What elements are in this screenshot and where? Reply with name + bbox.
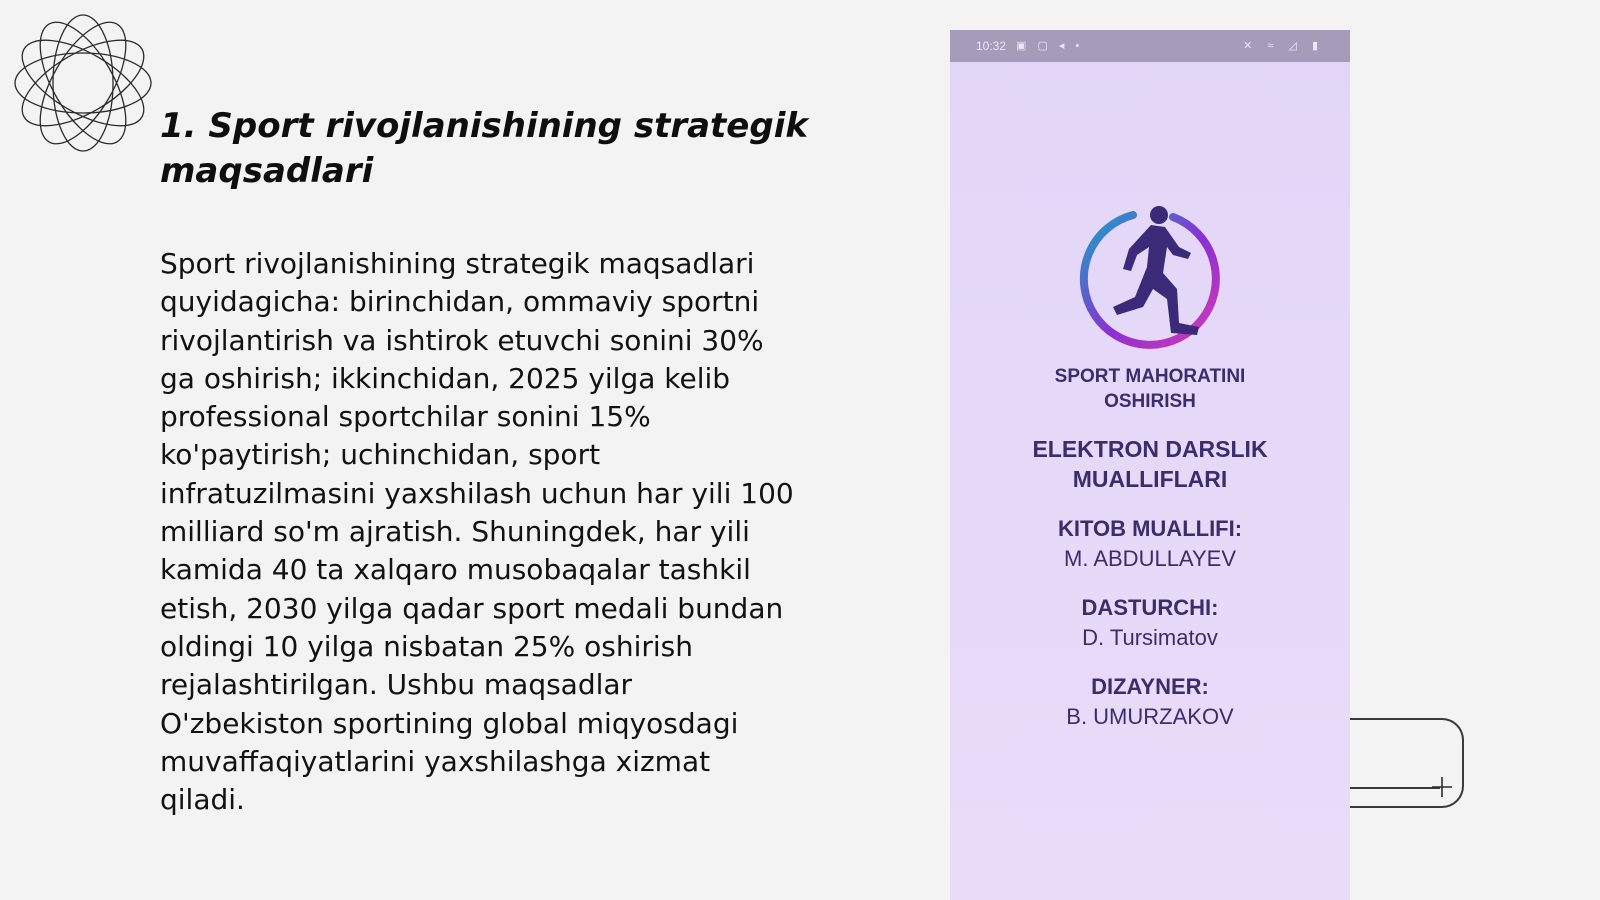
heading-line: ELEKTRON DARSLIK [1032, 436, 1268, 462]
body-line: O'zbekiston sportining global miqyosdagi [160, 706, 739, 740]
slide-body-text [160, 245, 850, 819]
status-time: 10:32 [976, 39, 1007, 53]
credit-designer [950, 672, 1350, 732]
authors-heading [950, 434, 1350, 494]
body-line: qiladi. [160, 783, 245, 817]
credit-value: D. Tursimatov [1082, 625, 1218, 650]
slide-title-line: 1. Sport rivojlanishining strategik [160, 106, 808, 146]
credit-value: B. UMURZAKOV [1066, 704, 1234, 729]
credit-label: DASTURCHI: [1081, 595, 1219, 620]
body-line: professional sportchilar sonini 15% [160, 400, 651, 434]
body-line: ga oshirish; ikkinchidan, 2025 yilga kelib [160, 361, 731, 395]
body-line: oldingi 10 yilga nisbatan 25% oshirish [160, 629, 693, 663]
slide-title [160, 104, 880, 194]
phone-status-bar [950, 30, 1350, 62]
slide-title-line: maqsadlari [160, 151, 374, 191]
brand-line: SPORT MAHORATINI [1054, 366, 1246, 387]
credit-programmer [950, 593, 1350, 653]
credit-label: DIZAYNER: [1091, 674, 1209, 699]
body-line: ko'paytirish; uchinchidan, sport [160, 438, 601, 472]
body-line: kamida 40 ta xalqaro musobaqalar tashkil [160, 553, 751, 587]
body-line: infratuzilmasini yaxshilash uchun har yili 100 [160, 476, 794, 510]
status-notification-icon: ▣ ▢ ◂ • [1016, 40, 1084, 52]
body-line: quyidagicha: birinchidan, ommaviy sportni [160, 285, 760, 319]
app-brand-name [950, 364, 1350, 414]
heading-line: MUALLIFLARI [1072, 466, 1228, 492]
credit-label: KITOB MUALLIFI: [1057, 516, 1243, 541]
body-line: milliard so'm ajratish. Shuningdek, har yili [160, 515, 750, 549]
plus-icon [1430, 775, 1454, 799]
body-line: muvaffaqiyatlarini yaxshilashga xizmat [160, 744, 711, 778]
credit-value: M. ABDULLAYEV [1064, 546, 1236, 571]
status-system-icon: ✕ ≈ ◿ ▮ [1243, 40, 1324, 52]
body-line: rejalashtirilgan. Ushbu maqsadlar [160, 668, 633, 702]
brand-line: OSHIRISH [1104, 391, 1196, 412]
body-line: etish, 2030 yilga qadar sport medali bundan [160, 591, 784, 625]
phone-screenshot [950, 30, 1350, 900]
line-decoration [1350, 787, 1440, 789]
credit-book-author [950, 514, 1350, 574]
rosette-decoration-icon [8, 8, 158, 158]
runner-logo-icon [1073, 203, 1227, 357]
body-line: rivojlantirish va ishtirok etuvchi sonini 30% [160, 323, 764, 357]
body-line: Sport rivojlanishining strategik maqsadlari [160, 247, 755, 280]
